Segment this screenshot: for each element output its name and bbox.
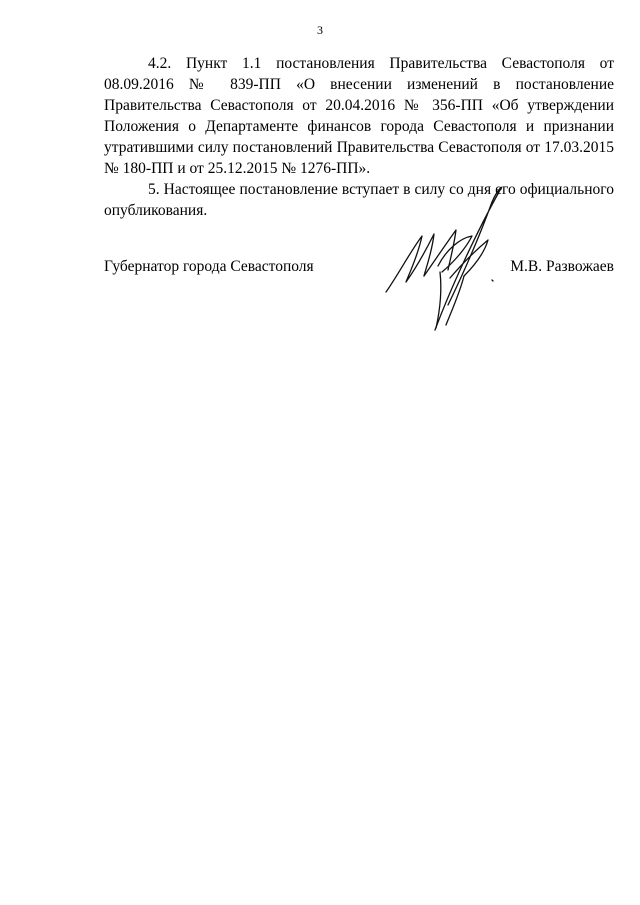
signer-position: Губернатор города Севастополя (104, 258, 314, 275)
paragraph-5: 5. Настоящее постановление вступает в силу со дня его официального опубликования. (104, 181, 614, 219)
signer-name: М.В. Развожаев (510, 258, 614, 275)
document-body (104, 53, 614, 221)
page-number: 3 (317, 23, 323, 37)
signature-block (104, 256, 614, 280)
signature-stroke (436, 272, 441, 328)
signature-stroke (446, 276, 464, 325)
paragraph-4-2: 4.2. Пункт 1.1 постановления Правительства Севастополя от 08.09.2016 № 839-ПП «О внесении изменений в постановление Правительства Севастополя от 20.04.2016 № 356-ПП «Об утверждении Положения о Департаменте финансов города Севастополя и признании утратившими силу постановлений Правительства Севастополя от 17.03.2015 № 180-ПП и от 25.12.2015 № 1276-ПП». (104, 55, 614, 177)
signature-stroke (492, 280, 493, 281)
